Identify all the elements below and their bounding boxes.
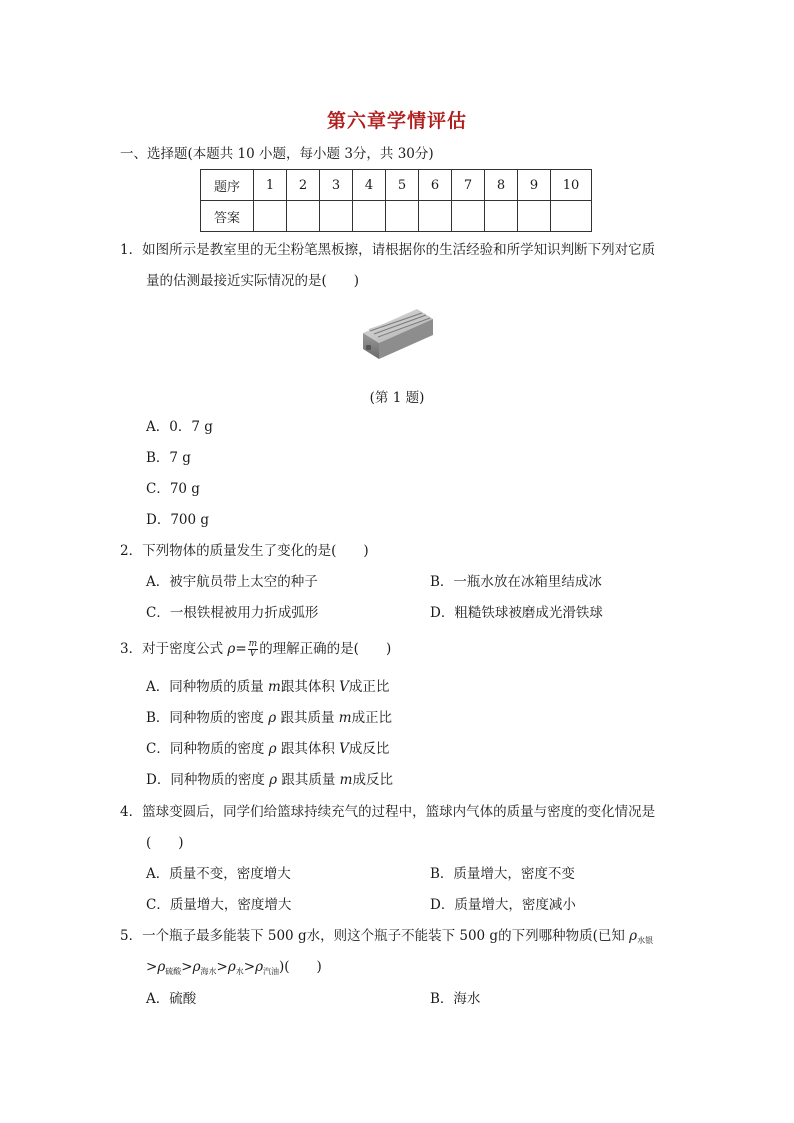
density-formula-fraction — [248, 640, 259, 659]
figure-caption: (第 1 题) — [369, 390, 425, 406]
option-text: A．同种物质的质量 — [146, 679, 269, 695]
subscript: 汽油 — [263, 967, 279, 976]
table-header-cell: 答案 — [201, 201, 254, 232]
option-d[interactable] — [146, 771, 393, 789]
subscript: 水银 — [637, 936, 654, 945]
question-number-cell: 8 — [485, 170, 518, 201]
question-number-cell: 9 — [518, 170, 551, 201]
question-number-cell: 10 — [551, 170, 592, 201]
table-row — [201, 170, 592, 201]
question-number-cell: 5 — [386, 170, 419, 201]
option-b[interactable]: B．海水 — [430, 991, 481, 1007]
option-text: 成反比 — [352, 772, 393, 788]
option-d[interactable]: D．粗糙铁球被磨成光滑铁球 — [430, 605, 603, 621]
answer-cell[interactable] — [419, 201, 452, 232]
variable: V — [339, 741, 349, 757]
answer-cell[interactable] — [518, 201, 551, 232]
option-text: B．同种物质的密度 — [146, 710, 269, 726]
answer-cell[interactable] — [551, 201, 592, 232]
rho-symbol: ρ — [227, 641, 236, 657]
variable: ρ — [269, 772, 278, 788]
answer-cell[interactable] — [287, 201, 320, 232]
answer-cell[interactable] — [254, 201, 287, 232]
option-c[interactable]: C．70 g — [146, 481, 200, 497]
rho-symbol: ρ — [192, 959, 201, 975]
question-4-stem: 4．篮球变圆后，同学们给篮球持续充气的过程中，篮球内气体的质量与密度的变化情况是 — [120, 804, 656, 820]
stem-text: 3．对于密度公式 — [120, 641, 228, 657]
page-title: 第六章学情评估 — [326, 110, 467, 132]
greater-than: > — [181, 959, 193, 975]
option-text: 成反比 — [348, 741, 390, 757]
question-5-stem-cont — [146, 958, 322, 981]
option-text: 跟其体积 — [276, 741, 340, 757]
rho-symbol: ρ — [629, 928, 638, 944]
greater-than: > — [243, 959, 256, 975]
option-b[interactable]: B．质量增大，密度不变 — [430, 866, 575, 882]
stem-text: )( ) — [279, 959, 322, 975]
option-a[interactable]: A．质量不变，密度增大 — [146, 866, 291, 882]
stem-text: 的理解正确的是( ) — [259, 641, 392, 657]
variable: ρ — [268, 710, 277, 726]
subscript: 水 — [235, 967, 244, 976]
question-number-cell: 7 — [452, 170, 485, 201]
answer-cell[interactable] — [485, 201, 518, 232]
question-number-cell: 6 — [419, 170, 452, 201]
option-b[interactable]: B．7 g — [146, 450, 191, 466]
question-1-stem: 1．如图所示是教室里的无尘粉笔黑板擦，请根据你的生活经验和所学知识判断下列对它质 — [120, 242, 656, 258]
question-number-cell: 4 — [353, 170, 386, 201]
answer-table — [200, 169, 592, 232]
section-heading: 一、选择题(本题共 10 小题，每小题 3分，共 30分) — [120, 146, 434, 162]
option-text: 跟其质量 — [277, 772, 340, 788]
option-text: C．同种物质的密度 — [146, 741, 269, 757]
variable: V — [339, 679, 349, 695]
question-2-stem: 2．下列物体的质量发生了变化的是( ) — [120, 543, 369, 559]
fraction-numerator: m — [248, 639, 258, 649]
question-number-cell: 1 — [254, 170, 287, 201]
blackboard-eraser-icon — [355, 303, 437, 365]
question-1-stem-cont: 量的估测最接近实际情况的是( ) — [146, 273, 360, 289]
rho-symbol: ρ — [157, 959, 166, 975]
option-text: 跟其体积 — [280, 679, 340, 695]
option-c[interactable] — [146, 740, 389, 758]
fraction-denominator: V — [249, 649, 257, 659]
option-text: 成正比 — [351, 710, 393, 726]
option-text: 成正比 — [348, 679, 390, 695]
question-number-cell: 2 — [287, 170, 320, 201]
variable: ρ — [268, 741, 277, 757]
table-header-cell: 题序 — [201, 170, 254, 201]
question-5-stem — [120, 927, 653, 950]
option-text: 跟其质量 — [276, 710, 339, 726]
answer-cell[interactable] — [452, 201, 485, 232]
question-number-cell: 3 — [320, 170, 353, 201]
rho-symbol: ρ — [255, 959, 263, 975]
table-row — [201, 201, 592, 232]
option-b[interactable]: B．一瓶水放在冰箱里结成冰 — [430, 574, 602, 590]
answer-cell[interactable] — [353, 201, 386, 232]
greater-than: > — [216, 959, 228, 975]
option-a[interactable]: A．被宇航员带上太空的种子 — [146, 574, 318, 590]
option-a[interactable]: A．硫酸 — [146, 991, 197, 1007]
option-d[interactable]: D．700 g — [146, 512, 210, 528]
question-4-stem-cont: ( ) — [146, 835, 184, 851]
stem-text: 5．一个瓶子最多能装下 500 g水，则这个瓶子不能装下 500 g的下列哪种物质(已知 — [120, 928, 630, 944]
question-3-stem — [120, 640, 391, 659]
answer-cell[interactable] — [386, 201, 419, 232]
subscript: 海水 — [200, 967, 217, 976]
equals-sign: = — [235, 641, 247, 657]
option-c[interactable]: C．一根铁棍被用力折成弧形 — [146, 605, 319, 621]
option-d[interactable]: D．质量增大，密度减小 — [430, 897, 576, 913]
answer-cell[interactable] — [320, 201, 353, 232]
option-text: D．同种物质的密度 — [146, 772, 270, 788]
variable: m — [339, 772, 353, 788]
option-a[interactable] — [146, 678, 389, 696]
option-a[interactable]: A．0．7 g — [146, 419, 213, 435]
greater-than: > — [146, 959, 158, 975]
option-b[interactable] — [146, 709, 392, 727]
variable: m — [268, 679, 281, 695]
subscript: 硫酸 — [165, 967, 182, 976]
variable: m — [338, 710, 352, 726]
option-c[interactable]: C．质量增大，密度增大 — [146, 897, 292, 913]
rho-symbol: ρ — [227, 959, 236, 975]
